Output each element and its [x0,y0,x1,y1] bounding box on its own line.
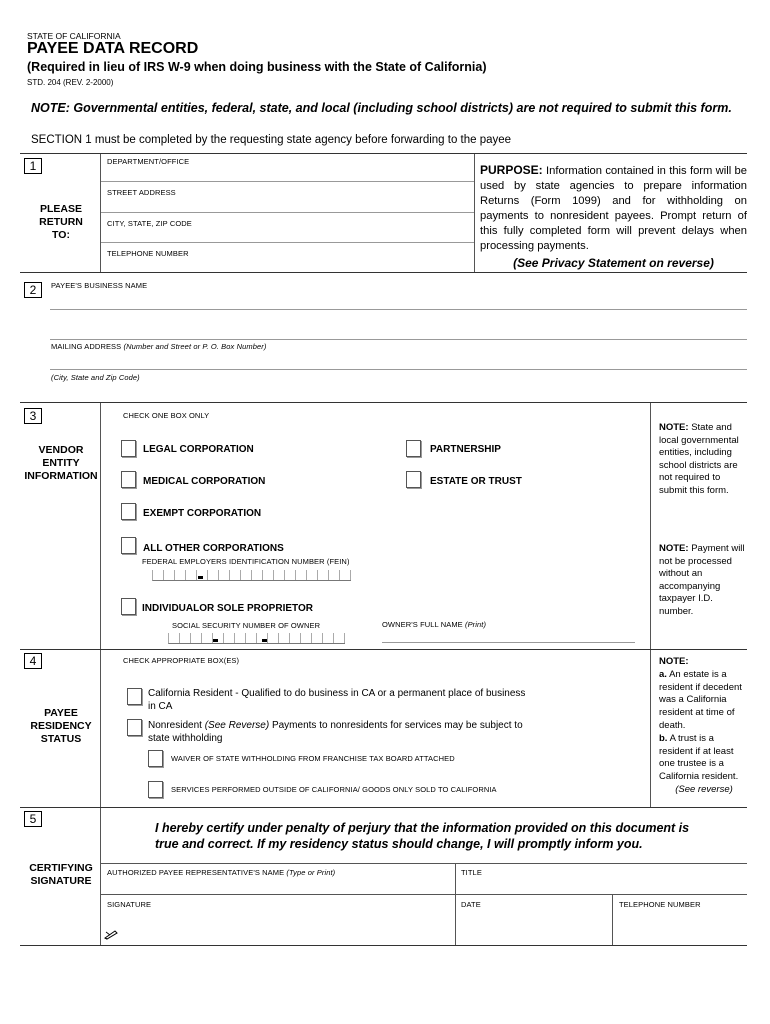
note2-text: Payment will not be processed without an accompanying taxpayer I.D. number. [659,543,745,617]
section3-label: VENDOR ENTITY INFORMATION [24,444,98,482]
section5-label: CERTIFYING SIGNATURE [29,862,93,887]
medical-corporation-label: MEDICAL CORPORATION [143,476,266,487]
residency-note-b [659,733,749,784]
exempt-corporation-checkbox[interactable] [121,503,136,520]
nonresident-suffix: Payments to nonresidents for services may be subject to state withholding [148,720,523,744]
purpose-heading: PURPOSE: [480,163,543,177]
nonresident-prefix: Nonresident [148,720,202,731]
governmental-note: NOTE: Governmental entities, federal, state, and local (including school districts) are not required to submit this form. [31,101,732,115]
phone-divider [612,895,613,945]
ssn-separator-2 [262,639,267,642]
partnership-checkbox[interactable] [406,440,421,457]
note1-text: State and local governmental entities, including school districts are not required to submit this form. [659,422,739,496]
nonresident-italic: (See Reverse) [204,720,270,731]
waiver-checkbox[interactable] [148,750,163,767]
section1-top-rule [20,153,747,154]
form-title: PAYEE DATA RECORD [27,40,199,57]
note-a-letter: a. [659,668,667,680]
section5-number: 5 [24,811,42,827]
purpose-paragraph [480,163,747,254]
rep-name-label [107,868,335,877]
section-instruction: SECTION 1 must be completed by the requesting state agency before forwarding to the payee [31,134,512,146]
owner-name-field[interactable] [382,642,635,643]
section1-number: 1 [24,158,42,174]
rep-name-hint: (Type or Print) [286,868,336,877]
partnership-label: PARTNERSHIP [430,444,501,455]
signature-telephone-label: TELEPHONE NUMBER [619,900,701,909]
california-resident-label: California Resident - Qualified to do business in CA or a permanent place of business in CA [148,688,526,712]
street-address-label: STREET ADDRESS [107,188,176,197]
section2-number: 2 [24,282,42,298]
legal-corporation-checkbox[interactable] [121,440,136,457]
owner-name-title: OWNER'S FULL NAME [382,620,463,629]
business-name-field-line2[interactable] [50,339,747,340]
city-state-zip-hint: (City, State and Zip Code) [51,373,140,382]
section3-right-divider [650,403,651,649]
services-outside-label: SERVICES PERFORMED OUTSIDE OF CALIFORNIA/ GOODS ONLY SOLD TO CALIFORNIA [171,785,497,794]
telephone-label: TELEPHONE NUMBER [107,249,189,258]
ssn-separator-1 [213,639,218,642]
services-outside-checkbox[interactable] [148,781,163,798]
residency-note [659,656,749,797]
mailing-address-title: MAILING ADDRESS [51,342,122,351]
mailing-address-field[interactable] [50,369,747,370]
section4-number: 4 [24,653,42,669]
other-corporations-label: ALL OTHER CORPORATIONS [143,543,284,554]
section4-right-divider [650,650,651,807]
ssn-label: SOCIAL SECURITY NUMBER OF OWNER [172,621,321,630]
estate-or-trust-label: ESTATE OR TRUST [430,476,522,487]
business-name-field[interactable] [50,309,747,310]
section5-divider [100,808,101,945]
note-a-text: An estate is a resident if decedent was a California resident at time of death. [659,668,742,731]
signature-label: SIGNATURE [107,900,152,909]
medical-corporation-checkbox[interactable] [121,471,136,488]
title-divider [455,863,456,945]
section4-top-rule [20,649,747,650]
section4-label: PAYEE RESIDENCY STATUS [30,707,92,745]
note2-heading: NOTE: [659,543,689,554]
section1-divider [100,154,101,272]
section1-label: PLEASE RETURN TO: [39,203,83,241]
note-b-text: A trust is a resident if at least one trustee is a California resident. [659,732,739,783]
rep-name-title: AUTHORIZED PAYEE REPRESENTATIVE'S NAME [107,868,285,877]
certification-statement: I hereby certify under penalty of perjury that the information provided on this document is true and correct. If my residency status should change, I will promptly inform you. [155,821,690,851]
title-label: TITLE [461,868,482,877]
street-address-field[interactable] [101,212,474,213]
fein-separator [198,576,203,579]
pen-icon [104,927,118,939]
ssn-input[interactable] [168,633,345,644]
section4-divider [100,650,101,807]
section3-divider [100,403,101,649]
individual-sole-proprietor-checkbox[interactable] [121,598,136,615]
note-b-letter: b. [659,732,668,744]
form-number: STD. 204 (REV. 2-2000) [27,78,114,87]
governmental-entities-note [659,422,747,497]
check-one-label: CHECK ONE BOX ONLY [123,411,210,420]
estate-or-trust-checkbox[interactable] [406,471,421,488]
privacy-statement: (See Privacy Statement on reverse) [513,256,714,270]
nonresident-label [148,719,528,745]
nonresident-checkbox[interactable] [127,719,142,736]
section3-number: 3 [24,408,42,424]
department-label: DEPARTMENT/OFFICE [107,157,190,166]
california-resident-checkbox[interactable] [127,688,142,705]
mailing-address-hint: (Number and Street or P. O. Box Number) [123,342,267,351]
section1-right-divider [474,154,475,272]
owner-name-hint: (Print) [464,620,487,629]
section2-top-rule [20,272,747,273]
check-appropriate-label: CHECK APPROPRIATE BOX(ES) [123,656,240,665]
residency-note-heading: NOTE: [659,656,689,667]
individual-sole-proprietor-label: INDIVIDUALOR SOLE PROPRIETOR [142,603,313,614]
exempt-corporation-label: EXEMPT CORPORATION [143,508,262,519]
form-subtitle: (Required in lieu of IRS W-9 when doing business with the State of California) [27,60,487,74]
department-field[interactable] [101,181,474,182]
payment-note [659,543,747,618]
fein-input[interactable] [152,570,351,581]
business-name-label: PAYEE'S BUSINESS NAME [51,281,148,290]
section3-top-rule [20,402,747,403]
purpose-text: Information contained in this form will be used by state agencies to prepare information Returns (Form 1099) and for withholding on payments to nonresident payees. Prompt return of this fully completed form will prevent delays when processing payments. [480,165,748,252]
residency-note-a [659,669,749,733]
city-state-zip-field[interactable] [101,242,474,243]
legal-corporation-label: LEGAL CORPORATION [143,444,254,455]
form-bottom-rule [20,945,747,946]
date-label: DATE [461,900,481,909]
mailing-address-label [51,342,266,351]
owner-name-label [382,620,486,629]
other-corporations-checkbox[interactable] [121,537,136,554]
residency-note-reverse: (See reverse) [675,783,733,795]
rep-name-field[interactable] [101,894,747,895]
state-label: STATE OF CALIFORNIA [27,31,121,41]
fein-label: FEDERAL EMPLOYERS IDENTIFICATION NUMBER (FEIN) [142,557,350,566]
signature-table-top [101,863,747,864]
city-state-zip-label: CITY, STATE, ZIP CODE [107,219,192,228]
waiver-label: WAIVER OF STATE WITHHOLDING FROM FRANCHISE TAX BOARD ATTACHED [171,754,455,763]
note1-heading: NOTE: [659,422,689,433]
section5-top-rule [20,807,747,808]
